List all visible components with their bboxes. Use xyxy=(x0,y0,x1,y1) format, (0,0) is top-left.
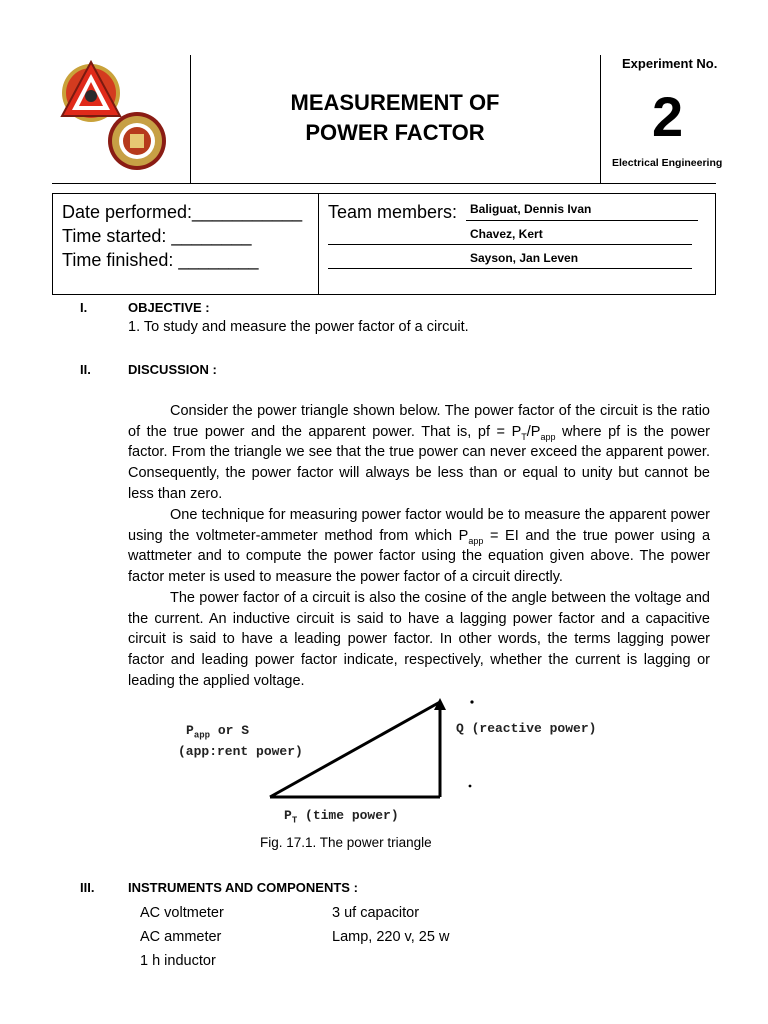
section-number: II. xyxy=(80,362,91,377)
discussion-paragraph-2: One technique for measuring power factor would be to measure the apparent power using the voltmeter-ammeter method from which $P_{app}$ = EI and the true power using a wattmeter and to compute the power factor using the equation given above. The power factor meter is used to measure the power factor of a circuit directly. xyxy=(128,507,711,586)
reactive-power-label: Q (reactive power) xyxy=(456,721,597,736)
team-member: Baliguat, Dennis Ivan xyxy=(470,202,592,216)
section-title-discussion: DISCUSSION : xyxy=(128,362,217,377)
figure-caption: Fig. 17.1. The power triangle xyxy=(260,835,432,850)
section-title-objective: OBJECTIVE : xyxy=(128,300,210,315)
team-member: Chavez, Kert xyxy=(470,227,543,241)
instrument-item: Lamp, 220 v, 25 w xyxy=(332,929,450,945)
experiment-label: Experiment No. xyxy=(622,56,718,71)
objective-item: 1. To study and measure the power factor of a circuit. xyxy=(128,319,469,335)
document-title: MEASUREMENT OF POWER FACTOR xyxy=(290,90,500,145)
experiment-number: 2 xyxy=(652,85,684,148)
team-members-label: Team members: xyxy=(328,202,458,222)
college-seal-logo xyxy=(106,110,168,172)
discussion-paragraph-1: Consider the power triangle shown below. The power factor of the circuit is the ratio of the true power and the apparent power. That is, pf = $P_T/P_{app}$ where pf is the power factor. From the triangle we see that the true power can never exceed the apparent power. Consequently, the power factor will always be less than or equal to unity but cannot be less than zero. xyxy=(128,403,710,502)
team-member: Sayson, Jan Leven xyxy=(470,251,579,265)
section-number: I. xyxy=(80,300,88,315)
apparent-power-label: $P_{app}$ or S xyxy=(186,723,250,741)
instrument-item: AC ammeter xyxy=(140,929,222,945)
time-finished-field: Time finished: ________ xyxy=(62,250,259,270)
discussion-paragraph-3: The power factor of a circuit is also the cosine of the angle between the voltage and the current. An inductive circuit is said to have a lagging power factor and a capacitive circuit is said to have a leading power factor. In other words, the terms lagging power factor and leading power factor indicate, respectively, whether the current is lagging or leading the applied voltage. xyxy=(128,590,710,689)
time-started-field: Time started: ________ xyxy=(62,226,252,246)
true-power-label: $P_T$ (time power) xyxy=(284,808,399,826)
apparent-power-desc: (app:rent power) xyxy=(178,744,303,759)
instrument-item: 3 uf capacitor xyxy=(332,905,420,921)
instrument-item: 1 h inductor xyxy=(140,953,216,969)
section-title-instruments: INSTRUMENTS AND COMPONENTS : xyxy=(128,880,358,895)
section-number: III. xyxy=(80,880,95,895)
date-performed-field: Date performed:___________ xyxy=(62,202,303,222)
department: Electrical Engineering xyxy=(612,157,723,169)
instrument-item: AC voltmeter xyxy=(140,905,224,921)
